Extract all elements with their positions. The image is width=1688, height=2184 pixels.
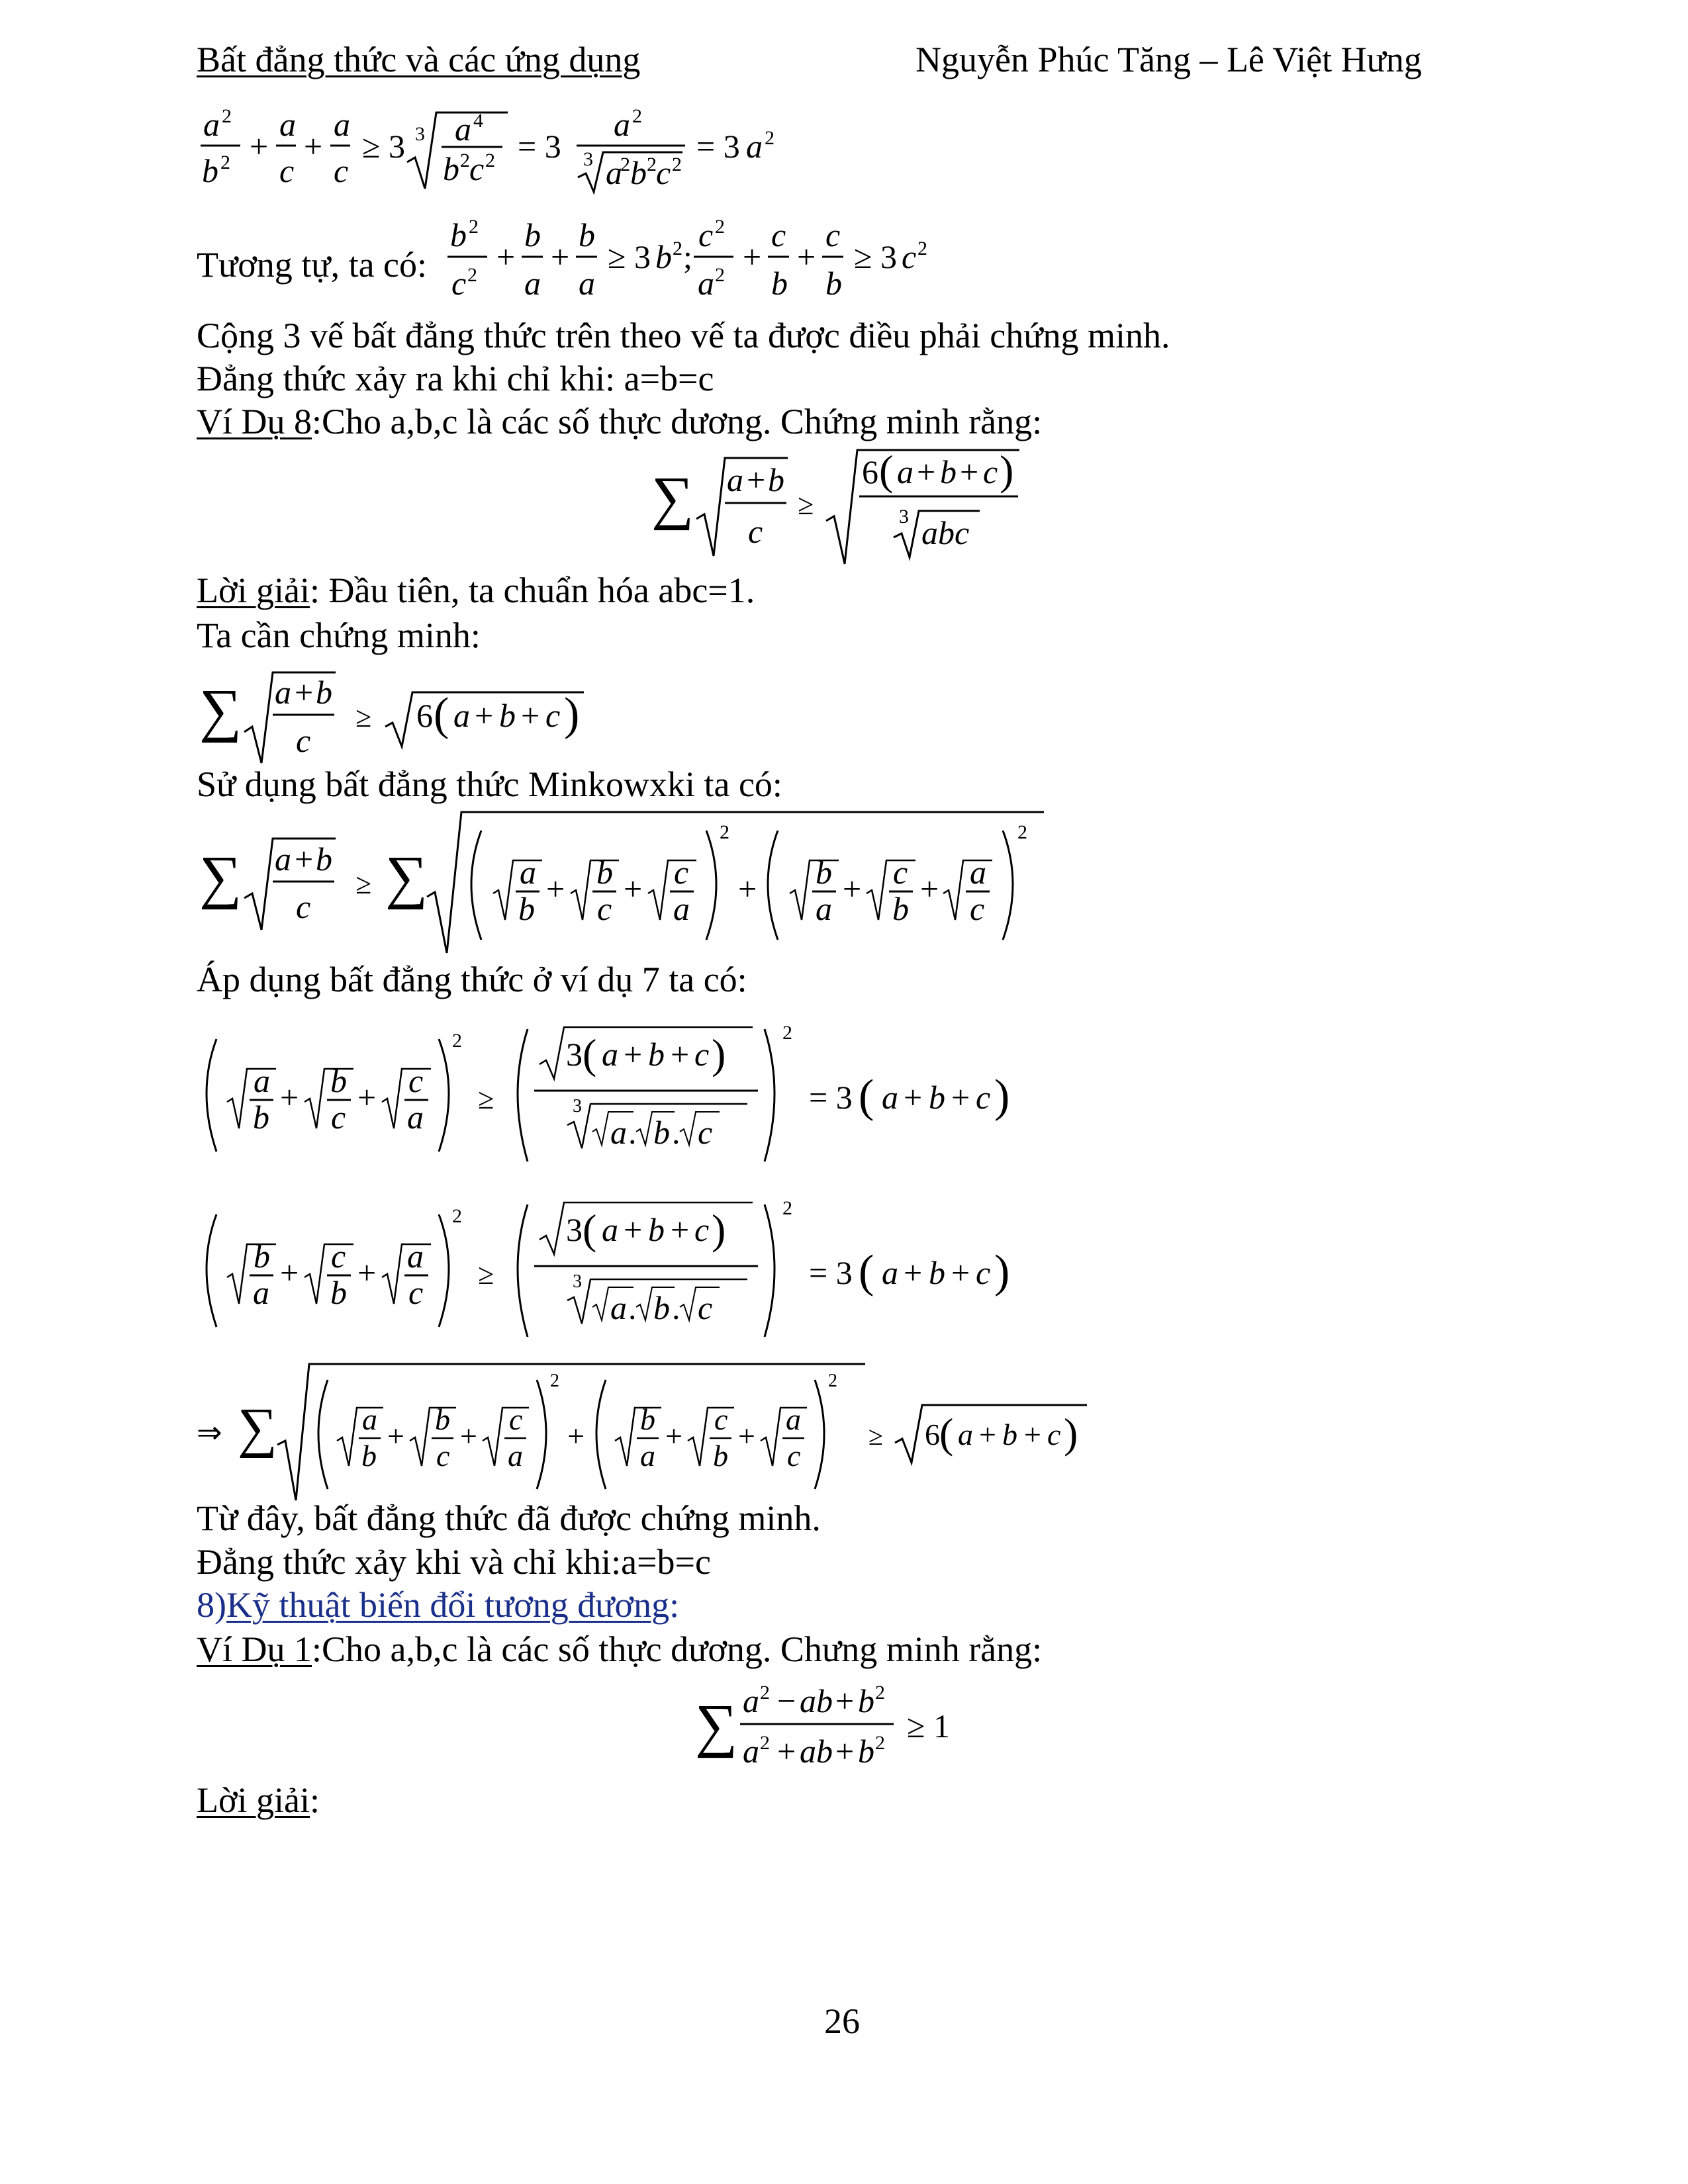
tuong-tu-text: Tương tự, ta có: bbox=[197, 245, 428, 285]
svg-text:a: a bbox=[698, 265, 714, 302]
svg-text:= 3: = 3 bbox=[809, 1254, 853, 1291]
svg-text:a: a bbox=[203, 106, 220, 143]
svg-text:;: ; bbox=[683, 238, 692, 275]
svg-text:a: a bbox=[602, 1211, 618, 1248]
tu-day-text: Từ đây, bất đẳng thức đã được chứng minh. bbox=[197, 1498, 821, 1538]
svg-text:4: 4 bbox=[473, 110, 483, 132]
svg-text:a: a bbox=[520, 854, 536, 891]
ap-dung-text: Áp dụng bất đẳng thức ở ví dụ 7 ta có: bbox=[197, 960, 747, 999]
svg-text:c: c bbox=[771, 216, 786, 253]
svg-text:b: b bbox=[330, 1062, 347, 1099]
svg-text:2: 2 bbox=[782, 1022, 792, 1044]
svg-text:c: c bbox=[597, 890, 612, 927]
svg-text:+: + bbox=[567, 1419, 585, 1453]
svg-text:a: a bbox=[614, 106, 630, 143]
svg-text:b: b bbox=[655, 238, 672, 275]
svg-text:≥: ≥ bbox=[868, 1421, 883, 1451]
svg-text:c: c bbox=[698, 1289, 713, 1326]
svg-text:(: ( bbox=[859, 1071, 874, 1122]
svg-text:b: b bbox=[892, 890, 909, 927]
loigiai-line bbox=[197, 569, 755, 612]
svg-text:c: c bbox=[334, 152, 349, 189]
svg-text:+: + bbox=[671, 1211, 690, 1248]
svg-text:2: 2 bbox=[715, 264, 725, 286]
svg-text:c: c bbox=[698, 216, 714, 253]
svg-text:2: 2 bbox=[782, 1197, 792, 1219]
svg-text:abc: abc bbox=[921, 514, 970, 551]
svg-text:+: + bbox=[521, 697, 540, 734]
svg-text:b: b bbox=[825, 265, 842, 302]
svg-text:): ) bbox=[1000, 447, 1014, 494]
svg-text:c: c bbox=[698, 1114, 713, 1151]
svg-text:a: a bbox=[882, 1254, 898, 1291]
svg-text:c: c bbox=[296, 888, 311, 925]
svg-text:(: ( bbox=[879, 447, 894, 494]
svg-text:.: . bbox=[672, 1289, 680, 1326]
svg-text:+: + bbox=[951, 1254, 970, 1291]
svg-text:(: ( bbox=[583, 1206, 597, 1253]
formula-amgm-a bbox=[197, 99, 792, 202]
svg-text:a: a bbox=[897, 453, 914, 490]
svg-text:= 3: = 3 bbox=[809, 1079, 853, 1116]
svg-text:c: c bbox=[331, 1099, 346, 1136]
svg-text:≥ 3: ≥ 3 bbox=[854, 238, 897, 275]
svg-text:≥: ≥ bbox=[355, 868, 372, 900]
svg-text:b: b bbox=[713, 1439, 728, 1473]
svg-text:2: 2 bbox=[760, 1732, 770, 1754]
vidu1-label: Ví Dụ 1 bbox=[197, 1629, 312, 1669]
svg-text:b: b bbox=[361, 1439, 377, 1473]
svg-text:a: a bbox=[362, 1402, 377, 1436]
svg-text:b: b bbox=[858, 1682, 874, 1719]
svg-text:3: 3 bbox=[573, 1096, 582, 1116]
svg-text:+: + bbox=[387, 1419, 404, 1453]
formula-minkowski bbox=[197, 804, 1057, 960]
svg-text:c: c bbox=[983, 453, 998, 490]
svg-text:b: b bbox=[524, 216, 541, 253]
svg-text:b: b bbox=[640, 1402, 655, 1436]
svg-text:≥ 3: ≥ 3 bbox=[608, 238, 651, 275]
svg-text:2: 2 bbox=[222, 105, 232, 127]
svg-text:a: a bbox=[727, 461, 743, 498]
formula-implies bbox=[197, 1353, 1123, 1509]
svg-text:2: 2 bbox=[469, 216, 479, 238]
loigiai-text: : Đầu tiên, ta chuẩn hóa abc=1. bbox=[310, 570, 755, 610]
svg-text:+: + bbox=[835, 1733, 855, 1770]
svg-text:+: + bbox=[460, 1419, 477, 1453]
formula-ta-can bbox=[197, 660, 607, 770]
svg-text:(: ( bbox=[434, 689, 449, 740]
svg-text:c: c bbox=[1047, 1418, 1061, 1451]
svg-text:c: c bbox=[451, 265, 467, 302]
svg-text:2: 2 bbox=[875, 1732, 885, 1754]
svg-text:+: + bbox=[777, 1733, 796, 1770]
svg-text:ab: ab bbox=[800, 1682, 833, 1719]
section-colon: : bbox=[669, 1585, 680, 1625]
svg-text:+: + bbox=[904, 1079, 923, 1116]
svg-text:a: a bbox=[786, 1402, 801, 1436]
svg-text:+: + bbox=[475, 697, 494, 734]
svg-text:b: b bbox=[450, 216, 467, 253]
svg-text:a: a bbox=[816, 890, 832, 927]
svg-text:c: c bbox=[787, 1439, 801, 1473]
svg-text:): ) bbox=[712, 1206, 726, 1253]
svg-text:b: b bbox=[596, 854, 613, 891]
svg-text:+: + bbox=[738, 1419, 755, 1453]
svg-text:2: 2 bbox=[452, 1030, 462, 1052]
vidu8-label: Ví Dụ 8 bbox=[197, 402, 312, 441]
svg-text:2: 2 bbox=[647, 154, 657, 175]
page-number: 26 bbox=[824, 2001, 860, 2041]
svg-text:c: c bbox=[436, 1439, 450, 1473]
svg-text:+: + bbox=[747, 461, 766, 498]
svg-text:c: c bbox=[825, 216, 841, 253]
svg-text:a: a bbox=[610, 1289, 627, 1326]
svg-text:a: a bbox=[407, 1099, 424, 1136]
svg-text:b: b bbox=[816, 854, 832, 891]
svg-text:a: a bbox=[606, 154, 622, 191]
svg-text:a: a bbox=[253, 1274, 269, 1311]
svg-text:∑: ∑ bbox=[695, 1693, 738, 1758]
svg-text:≥: ≥ bbox=[478, 1258, 494, 1291]
svg-text:b: b bbox=[929, 1254, 945, 1291]
svg-text:+: + bbox=[979, 1418, 996, 1451]
svg-text:+: + bbox=[551, 238, 570, 275]
svg-text:a: a bbox=[673, 890, 690, 927]
svg-text:b: b bbox=[768, 461, 784, 498]
svg-text:c: c bbox=[674, 854, 689, 891]
svg-text:b: b bbox=[648, 1211, 665, 1248]
svg-text:3: 3 bbox=[566, 1036, 583, 1073]
header-left: Bất đẳng thức và các ứng dụng bbox=[197, 40, 641, 79]
svg-text:a: a bbox=[602, 1036, 618, 1073]
svg-text:2: 2 bbox=[632, 105, 642, 127]
svg-text:+: + bbox=[295, 841, 314, 878]
svg-text:+: + bbox=[835, 1682, 855, 1719]
svg-text:+: + bbox=[843, 870, 862, 907]
vidu1-text: :Cho a,b,c là các số thực dương. Chưng minh rằng: bbox=[312, 1629, 1043, 1669]
svg-text:a: a bbox=[640, 1439, 655, 1473]
svg-text:c: c bbox=[509, 1402, 523, 1436]
svg-text:c: c bbox=[408, 1062, 424, 1099]
svg-text:2: 2 bbox=[460, 150, 470, 171]
svg-text:≥: ≥ bbox=[478, 1083, 494, 1115]
svg-text:+: + bbox=[624, 870, 643, 907]
svg-text:6: 6 bbox=[925, 1418, 940, 1451]
svg-text:+: + bbox=[357, 1079, 377, 1116]
vidu1-line bbox=[197, 1628, 1042, 1670]
svg-text:b: b bbox=[653, 1114, 670, 1151]
svg-text:+: + bbox=[920, 870, 939, 907]
svg-text:+: + bbox=[671, 1036, 690, 1073]
svg-text:b: b bbox=[1002, 1418, 1017, 1451]
svg-text:≥: ≥ bbox=[798, 488, 814, 521]
svg-text:+: + bbox=[496, 238, 516, 275]
svg-text:c: c bbox=[970, 890, 985, 927]
formula-apply-1 bbox=[197, 1013, 1057, 1175]
svg-text:b: b bbox=[316, 841, 332, 878]
svg-text:b: b bbox=[499, 697, 516, 734]
dang-thuc-text-1: Đẳng thức xảy ra khi chỉ khi: a=b=c bbox=[197, 359, 714, 398]
svg-text:c: c bbox=[408, 1274, 424, 1311]
svg-text:c: c bbox=[902, 238, 917, 275]
svg-text:(: ( bbox=[859, 1246, 874, 1297]
svg-text:+: + bbox=[665, 1419, 682, 1453]
svg-text:a: a bbox=[508, 1439, 523, 1473]
svg-text:a: a bbox=[407, 1238, 424, 1275]
svg-text:2: 2 bbox=[720, 821, 729, 843]
svg-text:b: b bbox=[202, 152, 218, 189]
svg-text:∑: ∑ bbox=[651, 465, 694, 531]
svg-text:b: b bbox=[254, 1238, 270, 1275]
svg-text:2: 2 bbox=[550, 1371, 559, 1391]
vidu8-line bbox=[197, 400, 1042, 443]
svg-text:+: + bbox=[280, 1254, 299, 1291]
svg-text:2: 2 bbox=[875, 1682, 885, 1704]
svg-text:6: 6 bbox=[416, 697, 433, 734]
svg-text:b: b bbox=[648, 1036, 665, 1073]
header-right: Nguyễn Phúc Tăng – Lê Việt Hưng bbox=[915, 40, 1422, 79]
svg-text:2: 2 bbox=[760, 1682, 770, 1704]
svg-text:a: a bbox=[524, 265, 541, 302]
svg-text:6: 6 bbox=[862, 453, 878, 490]
svg-text:c: c bbox=[279, 152, 295, 189]
svg-text:≥: ≥ bbox=[355, 701, 372, 733]
svg-text:2: 2 bbox=[828, 1371, 837, 1391]
svg-text:+: + bbox=[304, 128, 323, 165]
svg-text:= 3: = 3 bbox=[518, 128, 561, 165]
svg-text:c: c bbox=[893, 854, 908, 891]
svg-text:b: b bbox=[771, 265, 788, 302]
svg-text:c: c bbox=[976, 1079, 991, 1116]
svg-text:a: a bbox=[279, 106, 296, 143]
formula-vidu1 bbox=[695, 1671, 1013, 1787]
svg-text:∑: ∑ bbox=[199, 678, 242, 743]
svg-text:c: c bbox=[656, 154, 671, 191]
svg-text:∑: ∑ bbox=[199, 844, 242, 910]
svg-text:b: b bbox=[630, 154, 647, 191]
svg-text:2: 2 bbox=[452, 1205, 462, 1227]
svg-text:+: + bbox=[280, 1079, 299, 1116]
svg-text:+: + bbox=[295, 674, 314, 711]
svg-text:3: 3 bbox=[583, 148, 593, 170]
svg-text:a: a bbox=[958, 1418, 973, 1451]
svg-text:a: a bbox=[610, 1114, 627, 1151]
section-title: Kỹ thuật biến đổi tương đương bbox=[226, 1585, 670, 1625]
svg-text:+: + bbox=[917, 453, 936, 490]
svg-text:+: + bbox=[738, 870, 757, 907]
minkowski-text: Sử dụng bất đẳng thức Minkowxki ta có: bbox=[197, 764, 782, 804]
svg-text:c: c bbox=[976, 1254, 991, 1291]
svg-text:.: . bbox=[672, 1114, 680, 1151]
svg-text:a: a bbox=[579, 265, 595, 302]
svg-text:(: ( bbox=[939, 1410, 954, 1457]
ta-can-text: Ta cần chứng minh: bbox=[197, 615, 481, 655]
svg-text:−: − bbox=[777, 1682, 796, 1719]
svg-text:c: c bbox=[694, 1211, 710, 1248]
svg-text:c: c bbox=[296, 722, 311, 759]
svg-text:+: + bbox=[743, 238, 762, 275]
svg-text:+: + bbox=[624, 1036, 643, 1073]
svg-text:2: 2 bbox=[467, 264, 477, 286]
svg-text:a: a bbox=[882, 1079, 898, 1116]
svg-text:a: a bbox=[254, 1062, 270, 1099]
formula-apply-2 bbox=[197, 1188, 1057, 1350]
svg-text:= 3: = 3 bbox=[696, 128, 740, 165]
svg-text:3: 3 bbox=[573, 1271, 582, 1292]
svg-text:a: a bbox=[453, 697, 470, 734]
loigiai2-label: Lời giải bbox=[197, 1780, 310, 1820]
svg-text:a: a bbox=[970, 854, 986, 891]
svg-text:.: . bbox=[628, 1289, 637, 1326]
svg-text:): ) bbox=[564, 689, 580, 740]
svg-text:a: a bbox=[746, 128, 763, 165]
svg-text:a: a bbox=[455, 111, 471, 148]
section-heading bbox=[197, 1584, 679, 1626]
svg-text:b: b bbox=[443, 150, 459, 187]
svg-text:b: b bbox=[435, 1402, 450, 1436]
loigiai2-line bbox=[197, 1779, 320, 1821]
svg-text:2: 2 bbox=[672, 154, 682, 175]
section-number: 8) bbox=[197, 1585, 226, 1625]
svg-text:≥ 3: ≥ 3 bbox=[362, 128, 405, 165]
svg-text:2: 2 bbox=[220, 152, 230, 173]
svg-text:+: + bbox=[1024, 1418, 1041, 1451]
svg-text:+: + bbox=[797, 238, 816, 275]
svg-text:b: b bbox=[253, 1099, 269, 1136]
svg-text:b: b bbox=[929, 1079, 945, 1116]
svg-text:(: ( bbox=[583, 1030, 597, 1077]
svg-text:2: 2 bbox=[620, 154, 630, 175]
svg-text:2: 2 bbox=[1017, 821, 1027, 843]
formula-similar bbox=[444, 205, 973, 314]
svg-text:ab: ab bbox=[800, 1733, 833, 1770]
svg-text:): ) bbox=[994, 1246, 1010, 1297]
svg-text:c: c bbox=[748, 513, 763, 550]
svg-text:+: + bbox=[250, 128, 269, 165]
svg-text:b: b bbox=[940, 453, 957, 490]
svg-text:b: b bbox=[330, 1274, 347, 1311]
dang-thuc-text-2: Đẳng thức xảy khi và chỉ khi:a=b=c bbox=[197, 1542, 711, 1582]
svg-text:3: 3 bbox=[415, 123, 425, 145]
svg-text:a: a bbox=[275, 841, 291, 878]
svg-text:b: b bbox=[858, 1733, 874, 1770]
svg-text:c: c bbox=[714, 1402, 728, 1436]
svg-text:c: c bbox=[331, 1238, 346, 1275]
svg-text:2: 2 bbox=[917, 238, 927, 259]
svg-text:∑: ∑ bbox=[238, 1397, 277, 1459]
svg-text:+: + bbox=[624, 1211, 643, 1248]
svg-text:+: + bbox=[960, 453, 979, 490]
loigiai-label: Lời giải bbox=[197, 570, 310, 610]
svg-text:2: 2 bbox=[715, 216, 725, 238]
svg-text:): ) bbox=[994, 1071, 1010, 1122]
svg-text:⇒: ⇒ bbox=[197, 1416, 222, 1449]
svg-text:+: + bbox=[357, 1254, 377, 1291]
svg-text:.: . bbox=[628, 1114, 637, 1151]
svg-text:3: 3 bbox=[899, 506, 909, 527]
svg-text:∑: ∑ bbox=[385, 844, 428, 910]
svg-text:+: + bbox=[951, 1079, 970, 1116]
svg-text:a: a bbox=[334, 106, 350, 143]
formula-vidu8 bbox=[649, 445, 1046, 570]
svg-text:a: a bbox=[743, 1733, 759, 1770]
svg-text:2: 2 bbox=[673, 238, 682, 259]
svg-text:+: + bbox=[546, 870, 565, 907]
svg-text:2: 2 bbox=[485, 150, 495, 171]
vidu8-text: :Cho a,b,c là các số thực dương. Chứng minh rằng: bbox=[312, 402, 1043, 441]
svg-text:): ) bbox=[712, 1030, 726, 1077]
loigiai2-colon: : bbox=[310, 1780, 320, 1820]
svg-text:3: 3 bbox=[566, 1211, 583, 1248]
svg-text:a: a bbox=[275, 674, 291, 711]
svg-text:b: b bbox=[579, 216, 595, 253]
svg-text:c: c bbox=[545, 697, 561, 734]
svg-text:): ) bbox=[1064, 1410, 1078, 1457]
svg-text:a: a bbox=[743, 1682, 759, 1719]
cong3-text: Cộng 3 vế bất đẳng thức trên theo vế ta được điều phải chứng minh. bbox=[197, 316, 1170, 355]
svg-text:+: + bbox=[904, 1254, 923, 1291]
svg-text:b: b bbox=[316, 674, 332, 711]
svg-text:b: b bbox=[518, 890, 535, 927]
svg-text:c: c bbox=[694, 1036, 710, 1073]
svg-text:c: c bbox=[469, 150, 485, 187]
svg-text:2: 2 bbox=[765, 127, 774, 149]
svg-text:b: b bbox=[653, 1289, 670, 1326]
svg-text:≥ 1: ≥ 1 bbox=[907, 1707, 950, 1745]
